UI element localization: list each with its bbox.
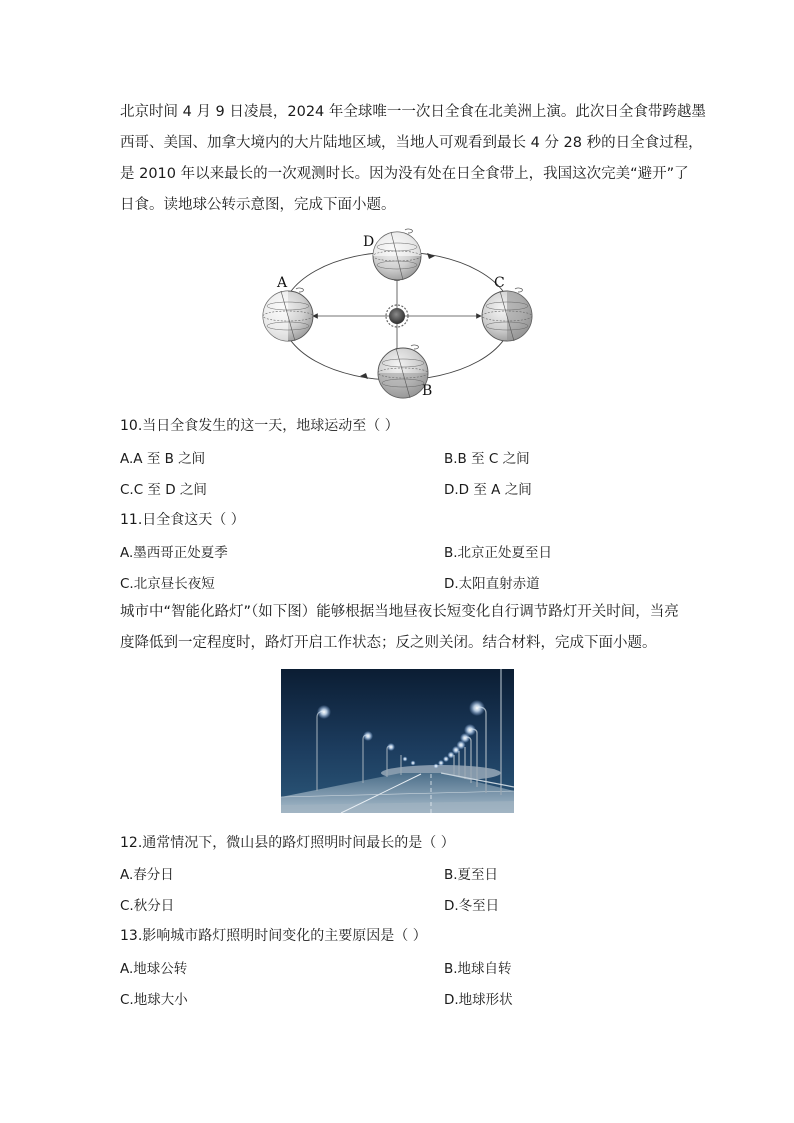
passage-line: 城市中“智能化路灯”（如下图）能够根据当地昼夜长短变化自行调节路灯开关时间，当亮 [120, 604, 679, 620]
passage-line: 度降低到一定程度时，路灯开启工作状态；反之则关闭。结合材料，完成下面小题。 [120, 635, 657, 651]
earth-globe-d [373, 229, 421, 280]
question-12-option-c[interactable]: C.秋分日 [120, 898, 175, 914]
question-11-option-d[interactable]: D.太阳直射赤道 [444, 576, 540, 592]
earth-globe-c [482, 288, 532, 341]
orbit-arrow [427, 253, 435, 259]
label-d: D [363, 234, 375, 250]
question-10-option-c[interactable]: C.C 至 D 之间 [120, 482, 207, 498]
question-11-option-a[interactable]: A.墨西哥正处夏季 [120, 545, 228, 561]
earth-orbit-diagram [250, 226, 545, 402]
passage-solar-eclipse [120, 97, 706, 221]
earth-globe-b [378, 345, 428, 398]
question-13-option-b[interactable]: B.地球自转 [444, 961, 512, 977]
sun-icon [386, 305, 408, 327]
passage-line: 北京时间 4 月 9 日凌晨，2024 年全球唯一一次日全食在北美洲上演。此次日全食带跨越墨 [120, 104, 706, 120]
label-b: B [422, 383, 433, 399]
question-12-option-a[interactable]: A.春分日 [120, 867, 174, 883]
orbit-arrow [360, 373, 368, 379]
question-13-option-c[interactable]: C.地球大小 [120, 992, 188, 1008]
question-10-option-d[interactable]: D.D 至 A 之间 [444, 482, 532, 498]
label-a: A [277, 275, 288, 291]
earth-globe-a [263, 288, 313, 341]
question-11-option-b[interactable]: B.北京正处夏至日 [444, 545, 553, 561]
passage-line: 日食。读地球公转示意图，完成下面小题。 [120, 197, 396, 213]
question-13-option-a[interactable]: A.地球公转 [120, 961, 188, 977]
question-13-stem: 13.影响城市路灯照明时间变化的主要原因是（ ） [120, 928, 427, 944]
question-11-stem: 11.日全食这天（ ） [120, 512, 245, 528]
question-10-stem: 10.当日全食发生的这一天，地球运动至（ ） [120, 418, 399, 434]
question-10-option-b[interactable]: B.B 至 C 之间 [444, 451, 530, 467]
question-12-option-b[interactable]: B.夏至日 [444, 867, 499, 883]
question-11-option-c[interactable]: C.北京昼长夜短 [120, 576, 215, 592]
streetlight-photo [281, 669, 514, 813]
question-13-option-d[interactable]: D.地球形状 [444, 992, 513, 1008]
passage-smart-streetlight [120, 597, 680, 659]
question-12-stem: 12.通常情况下，微山县的路灯照明时间最长的是（ ） [120, 835, 455, 851]
passage-line: 是 2010 年以来最长的一次观测时长。因为没有处在日全食带上，我国这次完美“避开”了 [120, 166, 689, 182]
passage-line: 西哥、美国、加拿大境内的大片陆地区域，当地人可观看到最长 4 分 28 秒的日全食过程， [120, 135, 703, 151]
question-12-option-d[interactable]: D.冬至日 [444, 898, 500, 914]
label-c: C [494, 275, 505, 291]
question-10-option-a[interactable]: A.A 至 B 之间 [120, 451, 206, 467]
